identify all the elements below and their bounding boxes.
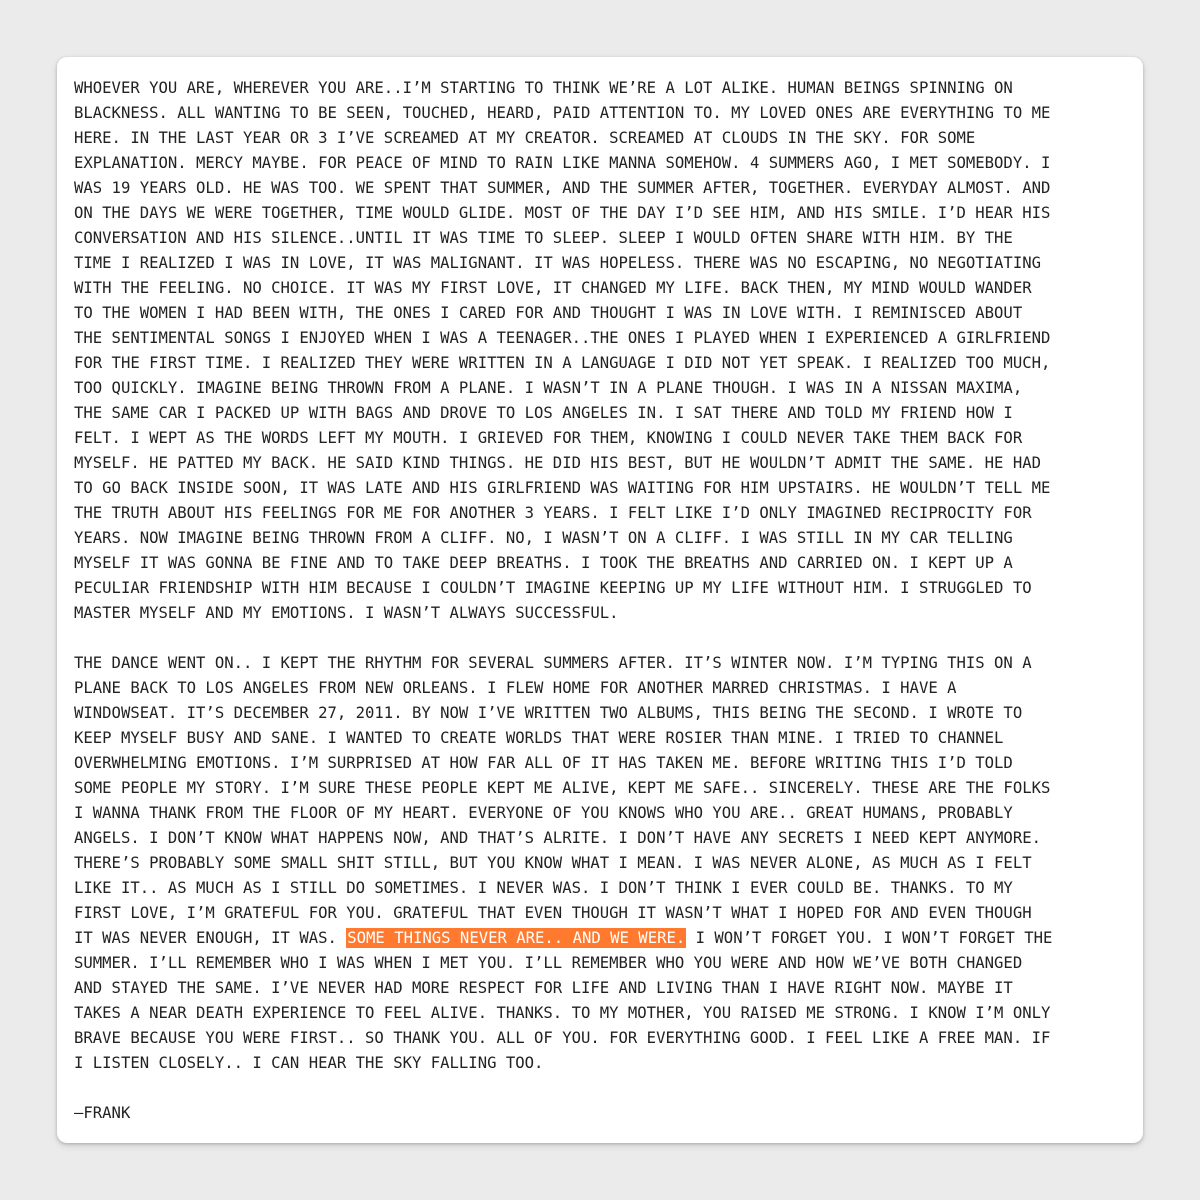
- letter-line: WHOEVER YOU ARE, WHEREVER YOU ARE..I’M STARTING TO THINK WE’RE A LOT ALIKE. HUMAN BEINGS SPINNING ON: [74, 79, 1013, 97]
- letter-line: THE DANCE WENT ON.. I KEPT THE RHYTHM FOR SEVERAL SUMMERS AFTER. IT’S WINTER NOW. I’M TYPING THIS ON A: [74, 654, 1032, 672]
- letter-line: EXPLANATION. MERCY MAYBE. FOR PEACE OF MIND TO RAIN LIKE MANNA SOMEHOW. 4 SUMMERS AGO, I MET SOMEBODY. I: [74, 154, 1051, 172]
- letter-line: THE TRUTH ABOUT HIS FEELINGS FOR ME FOR ANOTHER 3 YEARS. I FELT LIKE I’D ONLY IMAGINED RECIPROCITY FOR: [74, 504, 1032, 522]
- letter-line: SUMMER. I’LL REMEMBER WHO I WAS WHEN I MET YOU. I’LL REMEMBER WHO YOU WERE AND HOW WE’VE BOTH CHANGED: [74, 954, 1023, 972]
- letter-line: TAKES A NEAR DEATH EXPERIENCE TO FEEL ALIVE. THANKS. TO MY MOTHER, YOU RAISED ME STRONG. I KNOW I’M ONLY: [74, 1004, 1051, 1022]
- letter-line: WAS 19 YEARS OLD. HE WAS TOO. WE SPENT THAT SUMMER, AND THE SUMMER AFTER, TOGETHER. EVERYDAY ALMOST. AND: [74, 179, 1051, 197]
- letter-line: FOR THE FIRST TIME. I REALIZED THEY WERE WRITTEN IN A LANGUAGE I DID NOT YET SPEAK. I REALIZED TOO MUCH,: [74, 354, 1051, 372]
- letter-paragraph-1: [74, 76, 1129, 626]
- letter-line: SOME PEOPLE MY STORY. I’M SURE THESE PEOPLE KEPT ME ALIVE, KEPT ME SAFE.. SINCERELY. THESE ARE THE FOLKS: [74, 779, 1051, 797]
- letter-line: CONVERSATION AND HIS SILENCE..UNTIL IT WAS TIME TO SLEEP. SLEEP I WOULD OFTEN SHARE WITH HIM. BY THE: [74, 229, 1013, 247]
- letter-line: FIRST LOVE, I’M GRATEFUL FOR YOU. GRATEFUL THAT EVEN THOUGH IT WASN’T WHAT I HOPED FOR AND EVEN THOUGH: [74, 904, 1032, 922]
- letter-line: ON THE DAYS WE WERE TOGETHER, TIME WOULD GLIDE. MOST OF THE DAY I’D SEE HIM, AND HIS SMILE. I’D HEAR HIS: [74, 204, 1051, 222]
- letter-line: TIME I REALIZED I WAS IN LOVE, IT WAS MALIGNANT. IT WAS HOPELESS. THERE WAS NO ESCAPING, NO NEGOTIATING: [74, 254, 1041, 272]
- letter-line: THE SENTIMENTAL SONGS I ENJOYED WHEN I WAS A TEENAGER..THE ONES I PLAYED WHEN I EXPERIENCED A GIRLFRIEND: [74, 329, 1051, 347]
- letter-line: OVERWHELMING EMOTIONS. I’M SURPRISED AT HOW FAR ALL OF IT HAS TAKEN ME. BEFORE WRITING THIS I’D TOLD: [74, 754, 1013, 772]
- letter-line: KEEP MYSELF BUSY AND SANE. I WANTED TO CREATE WORLDS THAT WERE ROSIER THAN MINE. I TRIED TO CHANNEL: [74, 729, 1004, 747]
- letter-line: BLACKNESS. ALL WANTING TO BE SEEN, TOUCHED, HEARD, PAID ATTENTION TO. MY LOVED ONES ARE EVERYTHING TO ME: [74, 104, 1051, 122]
- letter-line: THERE’S PROBABLY SOME SMALL SHIT STILL, BUT YOU KNOW WHAT I MEAN. I WAS NEVER ALONE, AS MUCH AS I FELT: [74, 854, 1032, 872]
- letter-line: WITH THE FEELING. NO CHOICE. IT WAS MY FIRST LOVE, IT CHANGED MY LIFE. BACK THEN, MY MIND WOULD WANDER: [74, 279, 1032, 297]
- letter-line: MYSELF IT WAS GONNA BE FINE AND TO TAKE DEEP BREATHS. I TOOK THE BREATHS AND CARRIED ON. I KEPT UP A: [74, 554, 1013, 572]
- letter-line: PECULIAR FRIENDSHIP WITH HIM BECAUSE I COULDN’T IMAGINE KEEPING UP MY LIFE WITHOUT HIM. I STRUGGLED TO: [74, 579, 1032, 597]
- letter-line: PLANE BACK TO LOS ANGELES FROM NEW ORLEANS. I FLEW HOME FOR ANOTHER MARRED CHRISTMAS. I HAVE A: [74, 679, 957, 697]
- letter-line: TO THE WOMEN I HAD BEEN WITH, THE ONES I CARED FOR AND THOUGHT I WAS IN LOVE WITH. I REMINISCED ABOUT: [74, 304, 1023, 322]
- letter-line: LIKE IT.. AS MUCH AS I STILL DO SOMETIMES. I NEVER WAS. I DON’T THINK I EVER COULD BE. THANKS. TO MY: [74, 879, 1013, 897]
- letter-line: MYSELF. HE PATTED MY BACK. HE SAID KIND THINGS. HE DID HIS BEST, BUT HE WOULDN’T ADMIT THE SAME. HE HAD: [74, 454, 1041, 472]
- letter-line: YEARS. NOW IMAGINE BEING THROWN FROM A CLIFF. NO, I WASN’T ON A CLIFF. I WAS STILL IN MY CAR TELLING: [74, 529, 1013, 547]
- letter-line: FELT. I WEPT AS THE WORDS LEFT MY MOUTH. I GRIEVED FOR THEM, KNOWING I COULD NEVER TAKE THEM BACK FOR: [74, 429, 1023, 447]
- letter-line: AND STAYED THE SAME. I’VE NEVER HAD MORE RESPECT FOR LIFE AND LIVING THAN I HAVE RIGHT NOW. MAYBE IT: [74, 979, 1013, 997]
- line-text-before-highlight: IT WAS NEVER ENOUGH, IT WAS.: [74, 929, 347, 947]
- letter-line: THE SAME CAR I PACKED UP WITH BAGS AND DROVE TO LOS ANGELES IN. I SAT THERE AND TOLD MY FRIEND HOW I: [74, 404, 1013, 422]
- letter-line: HERE. IN THE LAST YEAR OR 3 I’VE SCREAMED AT MY CREATOR. SCREAMED AT CLOUDS IN THE SKY. FOR SOME: [74, 129, 976, 147]
- letter-signature-block: [74, 1101, 1129, 1126]
- letter-sticker: [57, 57, 1143, 1143]
- highlighted-quote: SOME THINGS NEVER ARE.. AND WE WERE.: [347, 929, 686, 947]
- letter-line-with-highlight: [74, 926, 1129, 951]
- letter-paragraph-2: [74, 651, 1129, 1076]
- letter-line: MASTER MYSELF AND MY EMOTIONS. I WASN’T ALWAYS SUCCESSFUL.: [74, 604, 619, 622]
- letter-line: I WANNA THANK FROM THE FLOOR OF MY HEART. EVERYONE OF YOU KNOWS WHO YOU ARE.. GREAT HUMANS, PROBABLY: [74, 804, 1013, 822]
- letter-line: TOO QUICKLY. IMAGINE BEING THROWN FROM A PLANE. I WASN’T IN A PLANE THOUGH. I WAS IN A NISSAN MAXIMA,: [74, 379, 1023, 397]
- letter-line: TO GO BACK INSIDE SOON, IT WAS LATE AND HIS GIRLFRIEND WAS WAITING FOR HIM UPSTAIRS. HE WOULDN’T TELL ME: [74, 479, 1051, 497]
- letter-line: BRAVE BECAUSE YOU WERE FIRST.. SO THANK YOU. ALL OF YOU. FOR EVERYTHING GOOD. I FEEL LIKE A FREE MAN. IF: [74, 1029, 1051, 1047]
- letter-line: I LISTEN CLOSELY.. I CAN HEAR THE SKY FALLING TOO.: [74, 1054, 544, 1072]
- line-text-after-highlight: I WON’T FORGET YOU. I WON’T FORGET THE: [686, 929, 1053, 947]
- letter-line: ANGELS. I DON’T KNOW WHAT HAPPENS NOW, AND THAT’S ALRITE. I DON’T HAVE ANY SECRETS I NEED KEPT ANYMORE.: [74, 829, 1041, 847]
- letter-line: WINDOWSEAT. IT’S DECEMBER 27, 2011. BY NOW I’VE WRITTEN TWO ALBUMS, THIS BEING THE SECOND. I WROTE TO: [74, 704, 1023, 722]
- signature: —FRANK: [74, 1104, 131, 1122]
